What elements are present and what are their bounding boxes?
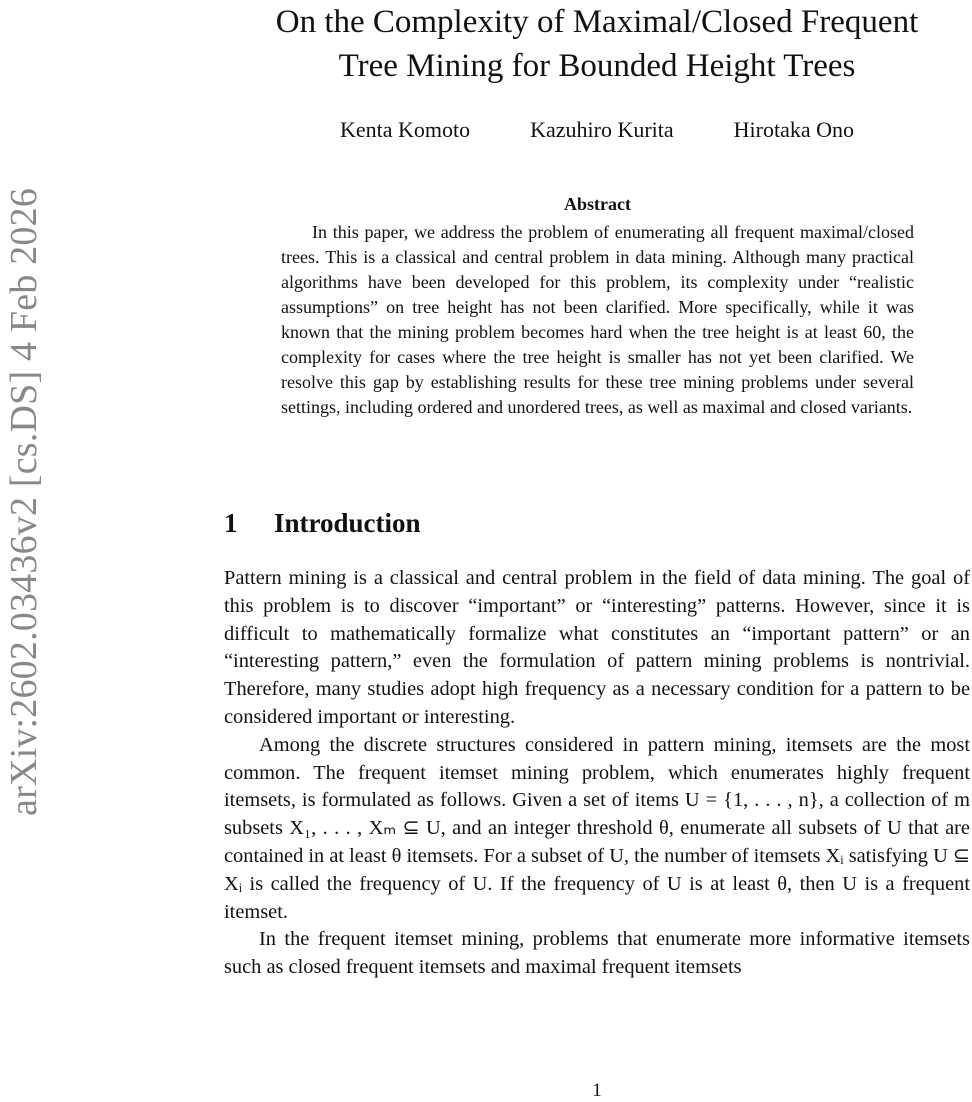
body-paragraph: Pattern mining is a classical and central problem in the field of data mining. The goal of this problem is to discover “important” or “interesting” patterns. However, since it is difficult to mathematically formalize what constitutes an “important pattern” or an “interesting pattern,” even the formulation of pattern mining problems is nontrivial. Therefore, many studies adopt high frequency as a necessary condition for a pattern to be considered important or interesting. [224, 567, 970, 728]
abstract-heading: Abstract [564, 194, 631, 214]
author-name: Kenta Komoto [339, 117, 471, 142]
arxiv-identifier-stamp [0, 120, 45, 820]
abstract-block [281, 192, 914, 420]
section-title: Introduction [274, 508, 421, 538]
section-heading [224, 508, 421, 539]
paper-title-line-2: Tree Mining for Bounded Height Trees [338, 48, 856, 84]
abstract-text: In this paper, we address the problem of enumerating all frequent maximal/closed trees. This is a classical and central problem in data mining. Although many practical algorithms have been developed for this problem, its complexity under “realistic assumptions” on tree height has not been clarified. More specifically, while it was known that the mining problem becomes hard when the tree height is at least 60, the complexity for cases where the tree height is smaller has not yet been clarified. We resolve this gap by establishing results for these tree mining problems under several settings, including ordered and unordered trees, as well as maximal and closed variants. [281, 222, 914, 417]
section-number: 1 [224, 508, 238, 538]
author-list [222, 117, 972, 143]
author-name: Kazuhiro Kurita [530, 117, 674, 142]
body-paragraph: Among the discrete structures considered in pattern mining, itemsets are the most common. The frequent itemset mining problem, which enumerates highly frequent itemsets, is formulated as follows. Given a set of items U = {1, . . . , n}, a collection of m subsets X₁, . . . , Xₘ ⊆ U, and an integer threshold θ, enumerate all subsets of U that are contained in at least θ itemsets. For a subset of U, the number of itemsets Xᵢ satisfying U ⊆ Xᵢ is called the frequency of U. If the frequency of U is at least θ, then U is a frequent itemset. [224, 733, 970, 923]
body-paragraph: In the frequent itemset mining, problems that enumerate more informative itemsets such as closed frequent itemsets and maximal frequent itemsets [224, 928, 970, 979]
paper-title-line-1: On the Complexity of Maximal/Closed Frequent [275, 4, 919, 40]
arxiv-identifier-text: arXiv:2602.03436v2 [cs.DS] 4 Feb 2026 [3, 187, 45, 816]
page-number: 1 [592, 1080, 602, 1101]
author-name: Hirotaka Ono [733, 117, 855, 142]
paper-title [222, 0, 972, 88]
body-text [224, 565, 970, 982]
